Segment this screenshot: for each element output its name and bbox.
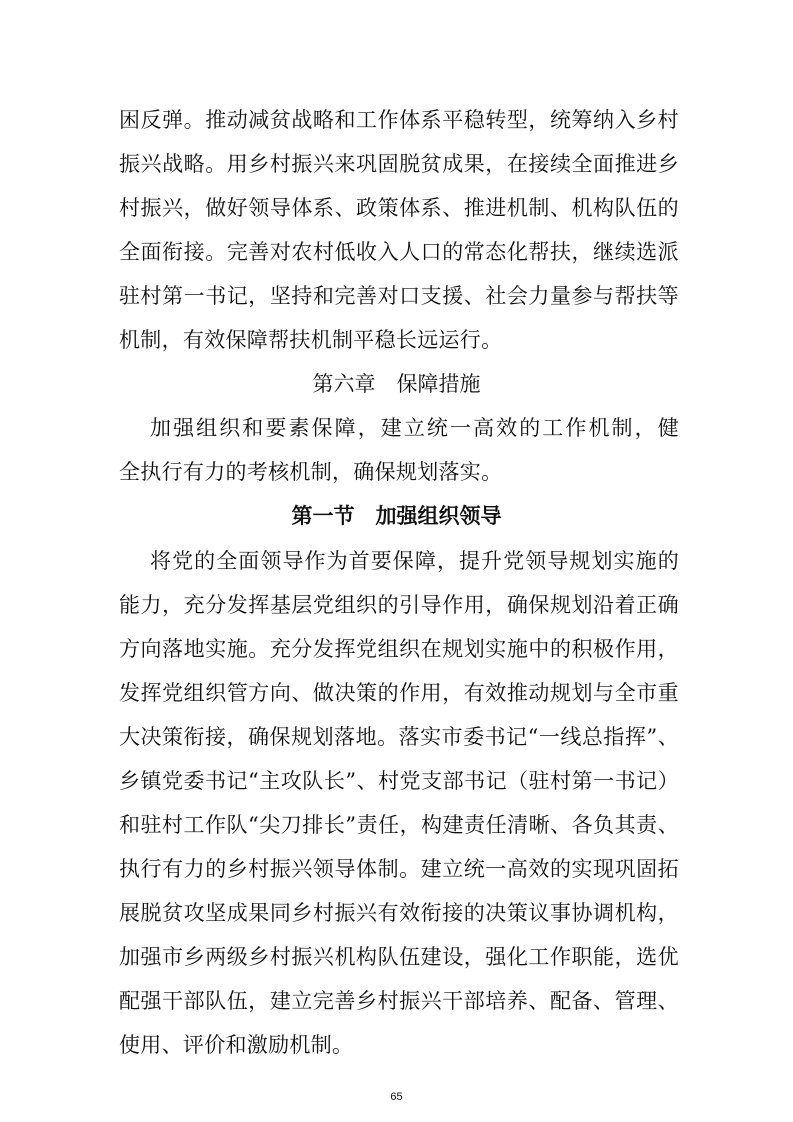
section-body-line: 将党的全面领导作为首要保障，提升党领导规划实施的 [150,549,679,573]
paragraph-line: 困反弹。推动减贫战略和工作体系平稳转型，统筹纳入乡村 [119,108,679,132]
section-heading: 第一节 加强组织领导 [291,504,502,528]
paragraph-line: 振兴战略。用乡村振兴来巩固脱贫成果，在接续全面推进乡 [119,152,679,176]
chapter-intro-line: 加强组织和要素保障，建立统一高效的工作机制，健 [150,416,679,440]
section-body-line: 执行有力的乡村振兴领导体制。建立统一高效的实现巩固拓 [119,857,679,881]
section-body-line: 能力，充分发挥基层党组织的引导作用，确保规划沿着正确 [119,593,679,617]
section-body-line: 使用、评价和激励机制。 [119,1033,354,1057]
chapter-intro-line: 全执行有力的考核机制，确保规划落实。 [119,460,503,484]
paragraph-line: 村振兴，做好领导体系、政策体系、推进机制、机构队伍的 [119,196,679,220]
paragraph-line: 全面衔接。完善对农村低收入人口的常态化帮扶，继续选派 [119,240,679,264]
section-body-line: 方向落地实施。充分发挥党组织在规划实施中的积极作用， [119,637,679,661]
section-body-line: 配强干部队伍，建立完善乡村振兴干部培养、配备、管理、 [119,989,679,1013]
paragraph-line: 驻村第一书记，坚持和完善对口支援、社会力量参与帮扶等 [119,284,679,308]
paragraph-line: 机制，有效保障帮扶机制平稳长远运行。 [119,328,503,352]
section-body-line: 加强市乡两级乡村振兴机构队伍建设，强化工作职能，选优 [119,945,679,969]
section-body-line: 大决策衔接，确保规划落地。落实市委书记“一线总指挥”、 [119,725,679,749]
section-body-line: 展脱贫攻坚成果同乡村振兴有效衔接的决策议事协调机构， [119,901,679,925]
section-body-line: 和驻村工作队“尖刀排长”责任，构建责任清晰、各负其责、 [119,813,679,837]
page-number: 65 [390,1091,403,1103]
section-body-line: 发挥党组织管方向、做决策的作用，有效推动规划与全市重 [119,681,679,705]
section-body-line: 乡镇党委书记“主攻队长”、村党支部书记（驻村第一书记） [119,769,679,793]
chapter-heading: 第六章 保障措施 [312,372,481,396]
